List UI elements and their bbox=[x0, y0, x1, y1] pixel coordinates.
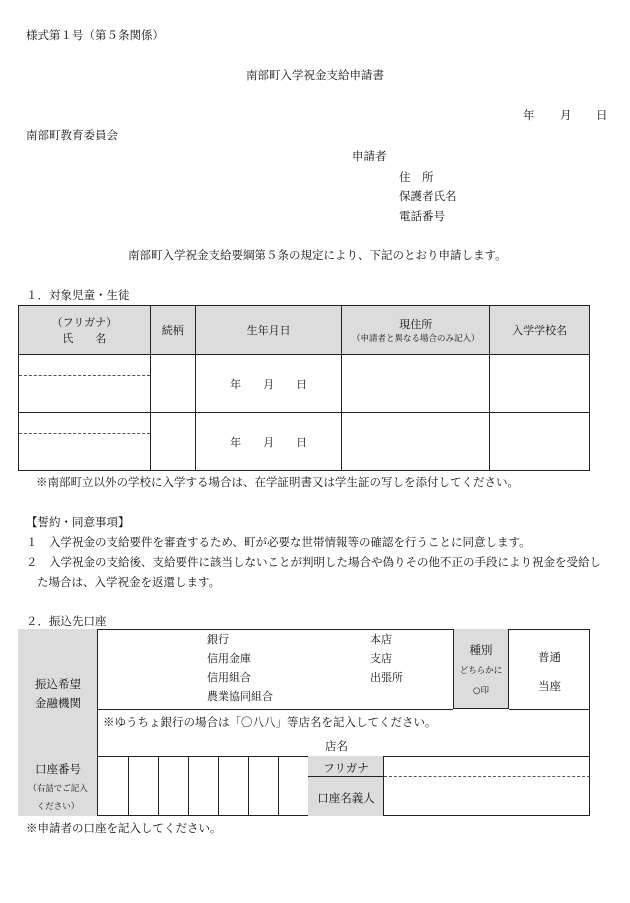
col-header-birthdate: 生年月日 bbox=[195, 306, 342, 355]
col-header-furigana: （フリガナ） bbox=[51, 316, 118, 329]
branch-name-label: 店名 bbox=[325, 739, 348, 753]
pledge-item1: １ 入学祝金の支給要件を審査するため、町が必要な世帯情報等の確認を行うことに同意します。 bbox=[26, 535, 531, 549]
branch-type-branch[interactable]: 支店 bbox=[370, 652, 392, 665]
holder-label: 口座名義人 bbox=[317, 791, 375, 805]
col-header-address-note: （申請者と異なる場合のみ記入） bbox=[352, 334, 480, 344]
account-type-note-1: どちらかに bbox=[459, 666, 503, 676]
account-type-divider bbox=[509, 709, 590, 710]
branch-type-options[interactable] bbox=[370, 630, 403, 687]
date-day: 日 bbox=[596, 108, 608, 122]
yucho-note: ※ゆうちょ銀行の場合は「〇八八」等店名を記入してください。 bbox=[103, 715, 437, 729]
col-header-name bbox=[19, 306, 151, 355]
account-number-note-1: （右詰でご記入 bbox=[28, 784, 88, 794]
child1-furigana-field[interactable] bbox=[19, 355, 150, 376]
col-header-relation: 続柄 bbox=[150, 306, 195, 355]
holder-furigana-input[interactable] bbox=[385, 757, 589, 775]
children-table bbox=[18, 305, 590, 471]
applicant-guardian-label: 保護者氏名 bbox=[399, 189, 457, 203]
child2-name-field[interactable] bbox=[19, 434, 150, 470]
child1-name-cell[interactable] bbox=[19, 355, 151, 413]
child1-school-cell[interactable] bbox=[490, 355, 590, 413]
applicant-label: 申請者 bbox=[352, 149, 387, 163]
col-header-address bbox=[342, 306, 490, 355]
account-number-label: 口座番号 bbox=[35, 762, 81, 776]
child2-name-cell[interactable] bbox=[19, 413, 151, 471]
footer-note: ※申請者の口座を記入してください。 bbox=[26, 821, 222, 835]
bank-type-shinkin[interactable]: 信用金庫 bbox=[207, 652, 251, 665]
holder-name-input[interactable] bbox=[385, 778, 589, 815]
form-title: 南部町入学祝金支給申請書 bbox=[246, 68, 384, 82]
date-year: 年 bbox=[523, 108, 535, 122]
account-number-note-2: ください） bbox=[36, 802, 80, 812]
furigana-label: フリガナ bbox=[323, 761, 369, 775]
holder-furigana-divider bbox=[384, 776, 590, 777]
child2-relation-cell[interactable] bbox=[150, 413, 195, 471]
child1-address-cell[interactable] bbox=[342, 355, 490, 413]
section1-note: ※南部町立以外の学校に入学する場合は、在学証明書又は学生証の写しを添付してください。 bbox=[36, 475, 519, 489]
children-table-header bbox=[19, 306, 590, 355]
holder-label-divider bbox=[308, 776, 384, 777]
bank-type-options[interactable] bbox=[207, 630, 273, 706]
child1-relation-cell[interactable] bbox=[150, 355, 195, 413]
section2-heading: ２．振込先口座 bbox=[26, 614, 107, 628]
col-header-address-label: 現住所 bbox=[399, 318, 433, 331]
account-type-futsu[interactable]: 普通 bbox=[538, 650, 561, 664]
pledge-item2-line1: ２ 入学祝金の支給後、支給要件に該当しないことが判明した場合や偽りその他不正の手段により祝金を受給し bbox=[26, 555, 601, 569]
child2-birthdate-cell[interactable]: 年 月 日 bbox=[195, 413, 342, 471]
bank-label-line2: 金融機関 bbox=[35, 696, 81, 710]
child1-birthdate-cell[interactable]: 年 月 日 bbox=[195, 355, 342, 413]
branch-type-main[interactable]: 本店 bbox=[370, 633, 392, 646]
account-type-label: 種別 bbox=[469, 643, 493, 657]
child2-furigana-field[interactable] bbox=[19, 413, 150, 434]
bank-type-bank[interactable]: 銀行 bbox=[207, 633, 229, 646]
table-row bbox=[19, 355, 590, 413]
intro-text: 南部町入学祝金支給要綱第５条の規定により、下記のとおり申請します。 bbox=[128, 248, 507, 262]
yucho-divider bbox=[98, 709, 453, 710]
account-type-note-2: ○印 bbox=[473, 686, 489, 696]
bank-type-shinkumi[interactable]: 信用組合 bbox=[207, 671, 251, 684]
date-month: 月 bbox=[560, 108, 572, 122]
table-row bbox=[19, 413, 590, 471]
bank-label-cell bbox=[18, 629, 98, 757]
applicant-phone-label: 電話番号 bbox=[399, 209, 445, 223]
col-header-school: 入学学校名 bbox=[490, 306, 590, 355]
recipient: 南部町教育委員会 bbox=[26, 128, 118, 142]
section1-heading: １．対象児童・生徒 bbox=[26, 288, 130, 302]
col-header-name-label: 氏 名 bbox=[62, 332, 107, 345]
bank-type-ja[interactable]: 農業協同組合 bbox=[207, 690, 273, 703]
child2-school-cell[interactable] bbox=[490, 413, 590, 471]
child2-address-cell[interactable] bbox=[342, 413, 490, 471]
account-type-toza[interactable]: 当座 bbox=[538, 679, 561, 693]
pledge-item2-line2: た場合は、入学祝金を返還します。 bbox=[37, 575, 221, 589]
child1-name-field[interactable] bbox=[19, 376, 150, 412]
form-number: 様式第１号（第５条関係） bbox=[26, 28, 164, 42]
applicant-address-label: 住 所 bbox=[399, 170, 434, 184]
pledge-heading: 【誓約・同意事項】 bbox=[26, 515, 130, 529]
account-number-input[interactable] bbox=[98, 757, 308, 815]
branch-type-office[interactable]: 出張所 bbox=[370, 671, 403, 684]
bank-label-line1: 振込希望 bbox=[35, 677, 81, 691]
